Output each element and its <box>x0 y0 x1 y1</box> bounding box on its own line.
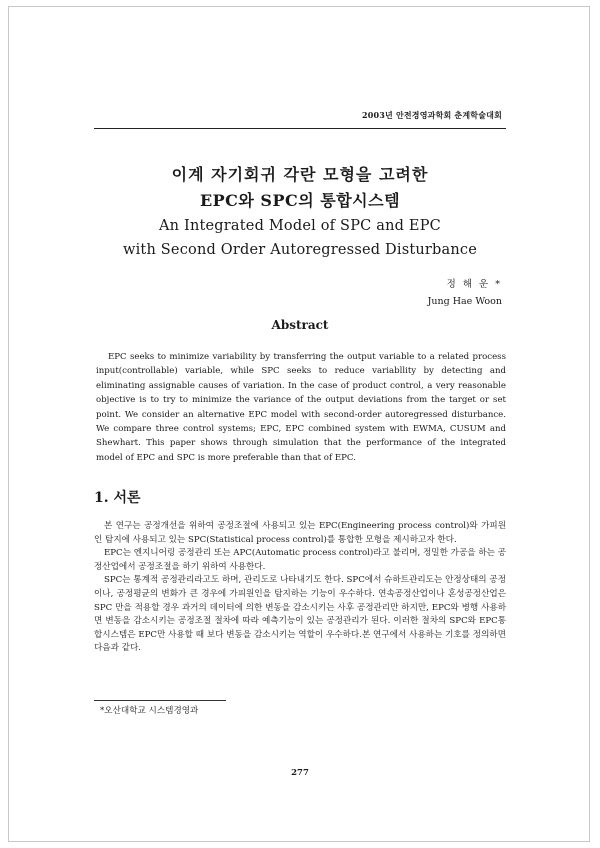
title-english-line1: An Integrated Model of SPC and EPC <box>159 218 441 234</box>
header-rule <box>94 128 506 129</box>
footnote-rule <box>94 700 226 701</box>
title-english-line2: with Second Order Autoregressed Disturbance <box>122 242 478 258</box>
abstract-body: EPC seeks to minimize variability by transferring the output variable to a related process input(controllable) variable, while SPC seeks to reduce variabllity by detecting and eliminating assignable causes of variation. In the case of product control, a very reasonable objective is to try to minimize the variance of the output deviations from the target or set point. We consider an alternative EPC model with second-order autoregressed disturbance. We compare three control systems; EPC, EPC combined system with EWMA, CUSUM and Shewhart. This paper shows through simulation that the performance of the integrated model of EPC and SPC is more preferable than that of EPC. <box>96 352 506 463</box>
section-body-introduction <box>94 520 506 656</box>
paragraph: EPC는 엔지니어링 공정관리 또는 APC(Automatic process control)라고 불리며, 정밀한 가공을 하는 공정산업에서 공정조절을 하기 위하여 사용한다. <box>94 548 506 572</box>
title-korean-line2: EPC와 SPC의 통합시스템 <box>199 191 401 210</box>
paragraph: SPC는 통계적 공정관리라고도 하며, 관리도로 나타내기도 한다. SPC에서 슈하트관리도는 안정상태의 공정이나, 공정평균의 변화가 큰 경우에 가피원인을 탐지하는 기능이 우수하다. 연속공정산업이나 혼성공정산업은 SPC 만을 적용할 경우 과거의 데이터에 의한 변동을 감소시키는 사후 공정관리만 하지만, EPC와 병행 사용하면 변동을 감소시키는 공정조절 절차에 따라 예측기능이 있는 공정관리가 된다. 이러한 절차의 SPC와 EPC통합시스템은 EPC만 사용할 때 보다 변동을 감소시키는 역할이 우수하다.본 연구에서 사용하는 기호를 정의하면 다음과 같다. <box>94 575 506 654</box>
section-heading-introduction: 1. 서론 <box>94 490 141 506</box>
title-block <box>80 164 520 260</box>
abstract-heading: Abstract <box>271 318 329 332</box>
page-number: 277 <box>291 768 309 778</box>
paragraph: 본 연구는 공정개선을 위하여 공정조절에 사용되고 있는 EPC(Engineering process control)와 가피원인 탐지에 사용되고 있는 SPC(Statistical process control)를 통합한 모형을 제시하고자 한다. <box>94 521 506 545</box>
author-name-english: Jung Hae Woon <box>427 296 502 307</box>
author-name-korean: 정 해 운 * <box>446 279 502 290</box>
footnote-affiliation: *오산대학교 시스템경영과 <box>100 706 199 716</box>
running-head: 2003년 안전경영과학회 춘계학술대회 <box>361 110 502 120</box>
title-korean-line1: 이계 자기회귀 각란 모형을 고려한 <box>171 165 429 184</box>
author-block <box>428 276 502 310</box>
